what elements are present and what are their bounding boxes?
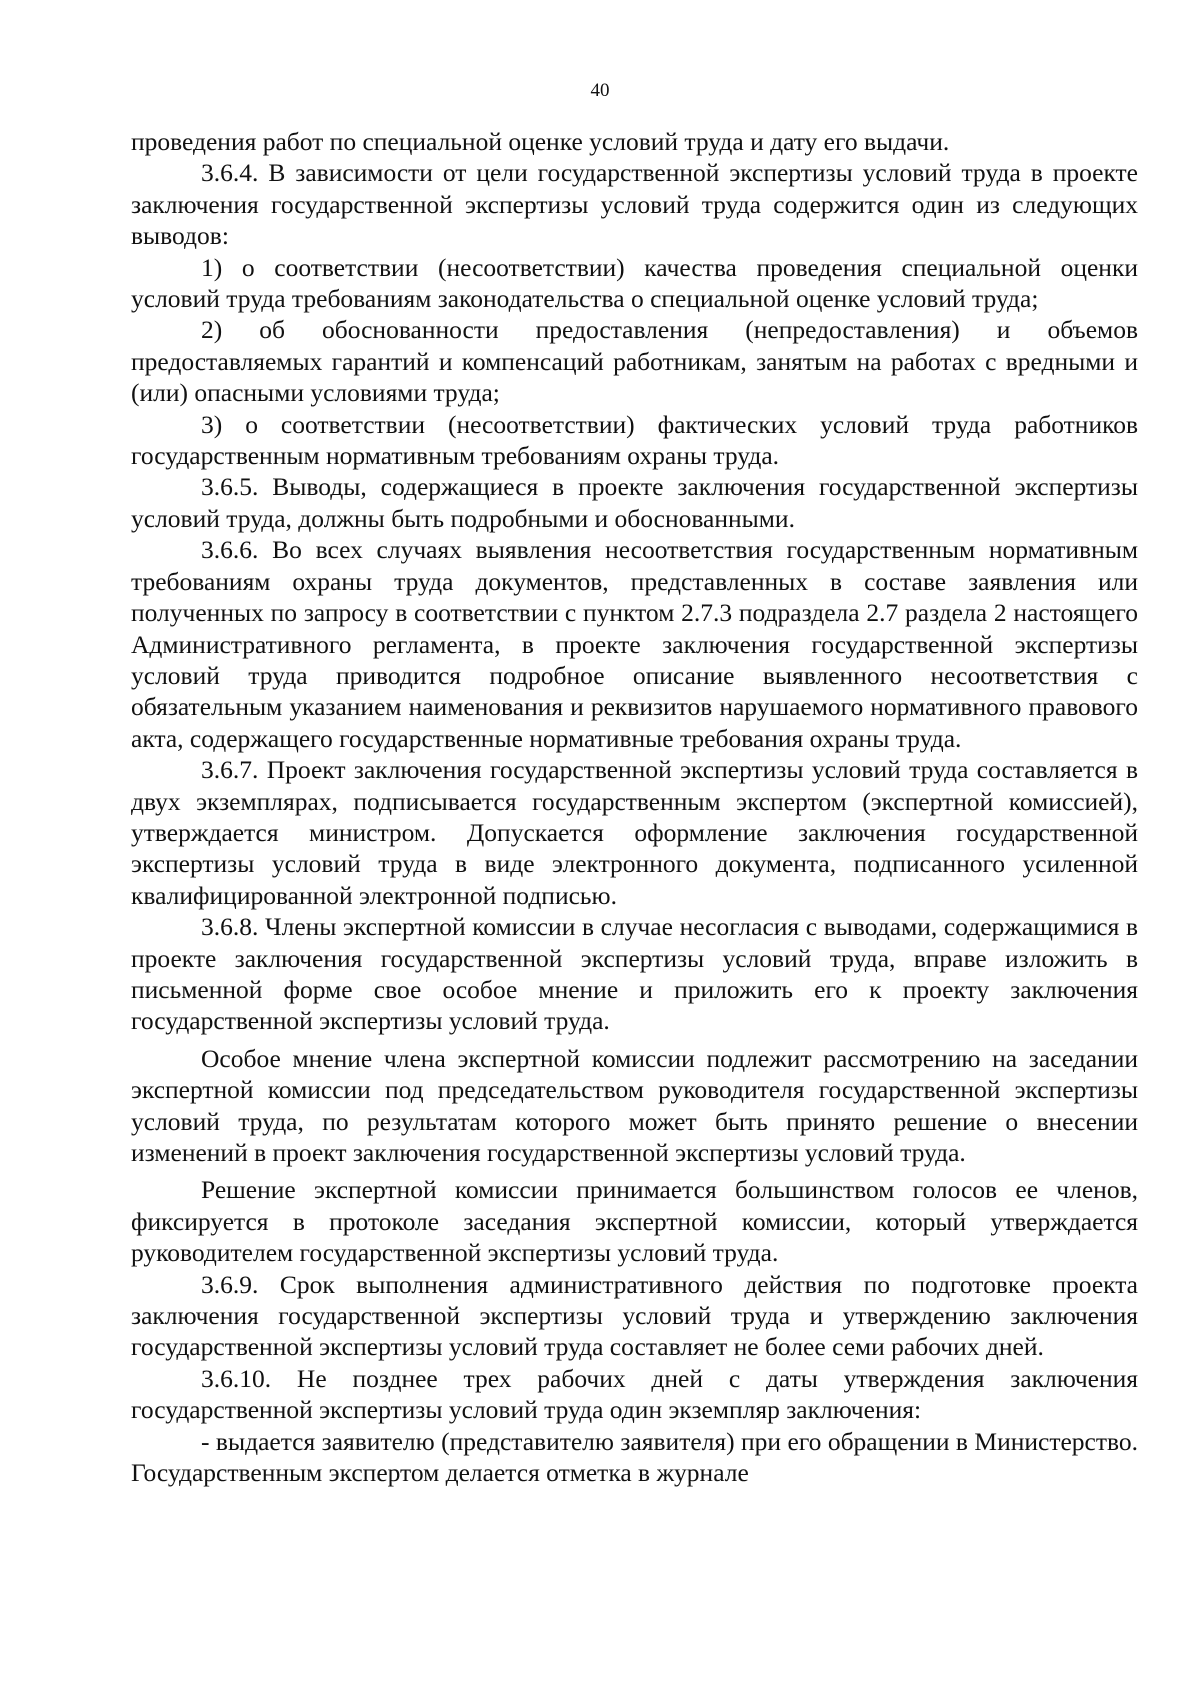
paragraph-dissenting-opinion: Особое мнение члена экспертной комиссии подлежит рассмотрению на заседании экспертной комиссии под председательством руководителя государственной экспертизы условий труда, по результатам которого может быть принято решение о внесении изменений в проект заключения государственной экспертизы условий труда. [131, 1043, 1138, 1167]
paragraph-3-6-9: 3.6.9. Срок выполнения административного действия по подготовке проекта заключения государственной экспертизы условий труда и утверждению заключения государственной экспертизы условий труда составляет не более семи рабочих дней. [131, 1269, 1138, 1362]
list-item-conclusion-1: 1) о соответствии (несоответствии) качества проведения специальной оценки условий труда требованиям законодательства о специальной оценке условий труда; [131, 252, 1138, 314]
paragraph-3-6-8: 3.6.8. Члены экспертной комиссии в случае несогласия с выводами, содержащимися в проекте заключения государственной экспертизы условий труда, вправе изложить в письменной форме свое особое мнение и приложить его к проекту заключения государственной экспертизы условий труда. [131, 912, 1138, 1036]
paragraph-3-6-7: 3.6.7. Проект заключения государственной экспертизы условий труда составляется в двух экземплярах, подписывается государственным экспертом (экспертной комиссией), утверждается министром. Допускается оформление заключения государственной экспертизы условий труда в виде электронного документа, подписанного усиленной квалифицированной электронной подписью. [131, 755, 1138, 910]
page-number: 40 [590, 80, 610, 101]
paragraph-continuation: проведения работ по специальной оценке условий труда и дату его выдачи. [131, 127, 950, 156]
paragraph-3-6-10: 3.6.10. Не позднее трех рабочих дней с даты утверждения заключения государственной экспертизы условий труда один экземпляр заключения: [131, 1363, 1138, 1425]
paragraph-3-6-4: 3.6.4. В зависимости от цели государственной экспертизы условий труда в проекте заключения государственной экспертизы условий труда содержится один из следующих выводов: [131, 158, 1138, 251]
list-item-issued-to-applicant: - выдается заявителю (представителю заявителя) при его обращении в Министерство. Государственным экспертом делается отметка в журнале [131, 1426, 1138, 1488]
paragraph-3-6-5: 3.6.5. Выводы, содержащиеся в проекте заключения государственной экспертизы условий труда, должны быть подробными и обоснованными. [131, 472, 1138, 533]
paragraph-3-6-6: 3.6.6. Во всех случаях выявления несоответствия государственным нормативным требованиям охраны труда документов, представленных в составе заявления или полученных по запросу в соответствии с пунктом 2.7.3 подраздела 2.7 раздела 2 настоящего Административного регламента, в проекте заключения государственной экспертизы условий труда приводится подробное описание выявленного несоответствия с обязательным указанием наименования и реквизитов нарушаемого нормативного правового акта, содержащего государственные нормативные требования охраны труда. [131, 535, 1138, 753]
list-item-conclusion-3: 3) о соответствии (несоответствии) фактических условий труда работников государственным нормативным требованиям охраны труда. [131, 409, 1138, 471]
list-item-conclusion-2: 2) об обоснованности предоставления (непредоставления) и объемов предоставляемых гарантий и компенсаций работникам, занятым на работах с вредными и (или) опасными условиями труда; [131, 315, 1138, 408]
document-body [131, 126, 1138, 1488]
paragraph-commission-decision: Решение экспертной комиссии принимается большинством голосов ее членов, фиксируется в протоколе заседания экспертной комиссии, который утверждается руководителем государственной экспертизы условий труда. [131, 1175, 1138, 1268]
